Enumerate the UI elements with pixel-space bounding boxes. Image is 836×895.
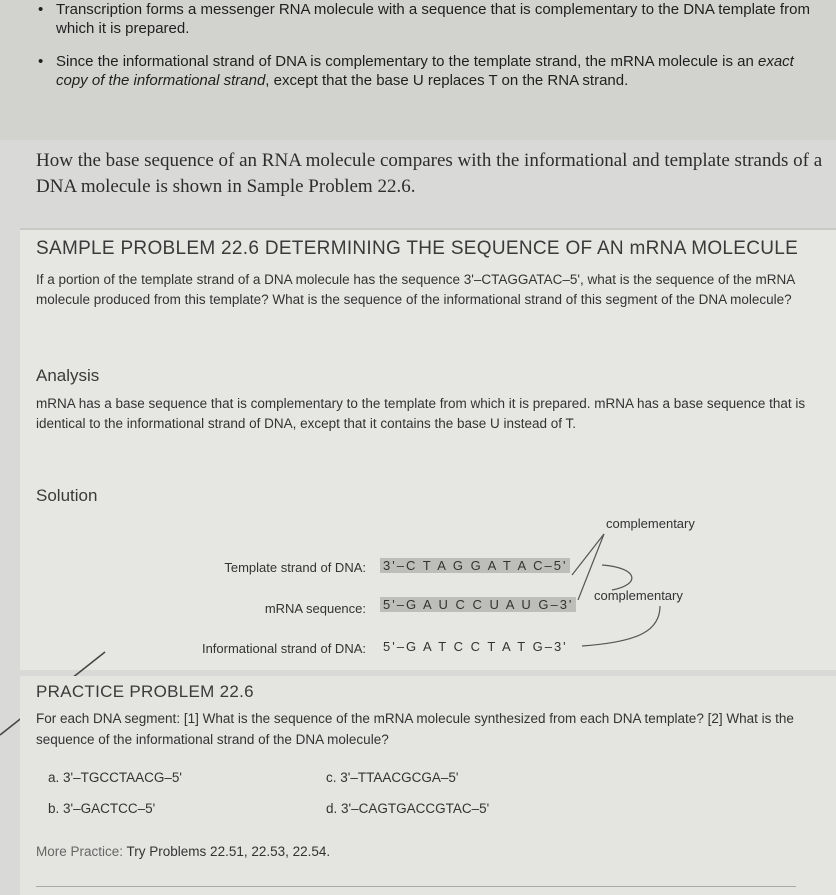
bullet-text-1: Transcription forms a messenger RNA molecule with a sequence that is complementary to the DNA template from which it is prepared. [56,1,810,37]
practice-problem-title: PRACTICE PROBLEM 22.6 [36,682,254,701]
practice-option-a: a. 3'–TGCCTAACG–5' [48,770,182,785]
more-practice-text: Try Problems 22.51, 22.53, 22.54. [126,844,331,859]
bullet-text-2-pre: Since the informational strand of DNA is complementary to the template strand, the mRNA molecule is an [56,53,758,70]
practice-option-b: b. 3'–GACTCC–5' [48,801,156,816]
arrow-template-to-complementary [572,534,604,575]
mrna-sequence: 5'–G A U C C U A U G–3' [380,597,576,612]
more-practice-label: More Practice: [36,844,124,859]
mrna-sequence-label: mRNA sequence: [264,601,366,616]
bullet-dot-icon: • [38,53,44,70]
bullet-text-2-emphasis: exact copy of the informational strand [56,53,794,89]
informational-strand-sequence: 5'–G A T C C T A T G–3' [383,639,568,654]
more-practice [36,844,330,859]
practice-option-d: d. 3'–CAGTGACCGTAC–5' [326,801,490,816]
arrow-template-curve [602,565,632,590]
arrow-info-curve [582,606,660,646]
complementary-note-2: complementary [594,588,683,603]
analysis-text: mRNA has a base sequence that is complementary to the template from which it is prepared. mRNA has a base sequence that is identical to the informational strand of DNA, except that it contains the base U instead of T. [36,396,806,431]
bottom-divider [36,886,796,887]
template-strand-label: Template strand of DNA: [224,560,366,575]
complementary-note-1: complementary [606,516,695,531]
sample-problem-title: SAMPLE PROBLEM 22.6 DETERMINING THE SEQUENCE OF AN mRNA MOLECULE [36,238,799,259]
practice-option-c: c. 3'–TTAACGCGA–5' [326,770,459,785]
bullet-dot-icon: • [38,1,44,18]
analysis-heading: Analysis [36,366,100,385]
bullet-text-2-post: , except that the base U replaces T on the RNA strand. [265,72,629,89]
template-strand-sequence: 3'–C T A G G A T A C–5' [380,558,570,573]
practice-problem-question: For each DNA segment: [1] What is the sequence of the mRNA molecule synthesized from each DNA template? [2] What is the sequence of the informational strand of the DNA molecule? [36,711,794,747]
sample-problem-question: If a portion of the template strand of a DNA molecule has the sequence 3'–CTAGGATAC–5', what is the sequence of the mRNA molecule produced from this template? What is the sequence of the informational strand of this segment of the DNA molecule? [36,272,795,307]
solution-heading: Solution [36,486,98,505]
informational-strand-label: Informational strand of DNA: [201,641,366,656]
arrow-mrna-to-complementary [578,534,604,600]
intro-paragraph: How the base sequence of an RNA molecule compares with the informational and template strands of a DNA molecule is shown in Sample Problem 22.6. [36,150,823,197]
